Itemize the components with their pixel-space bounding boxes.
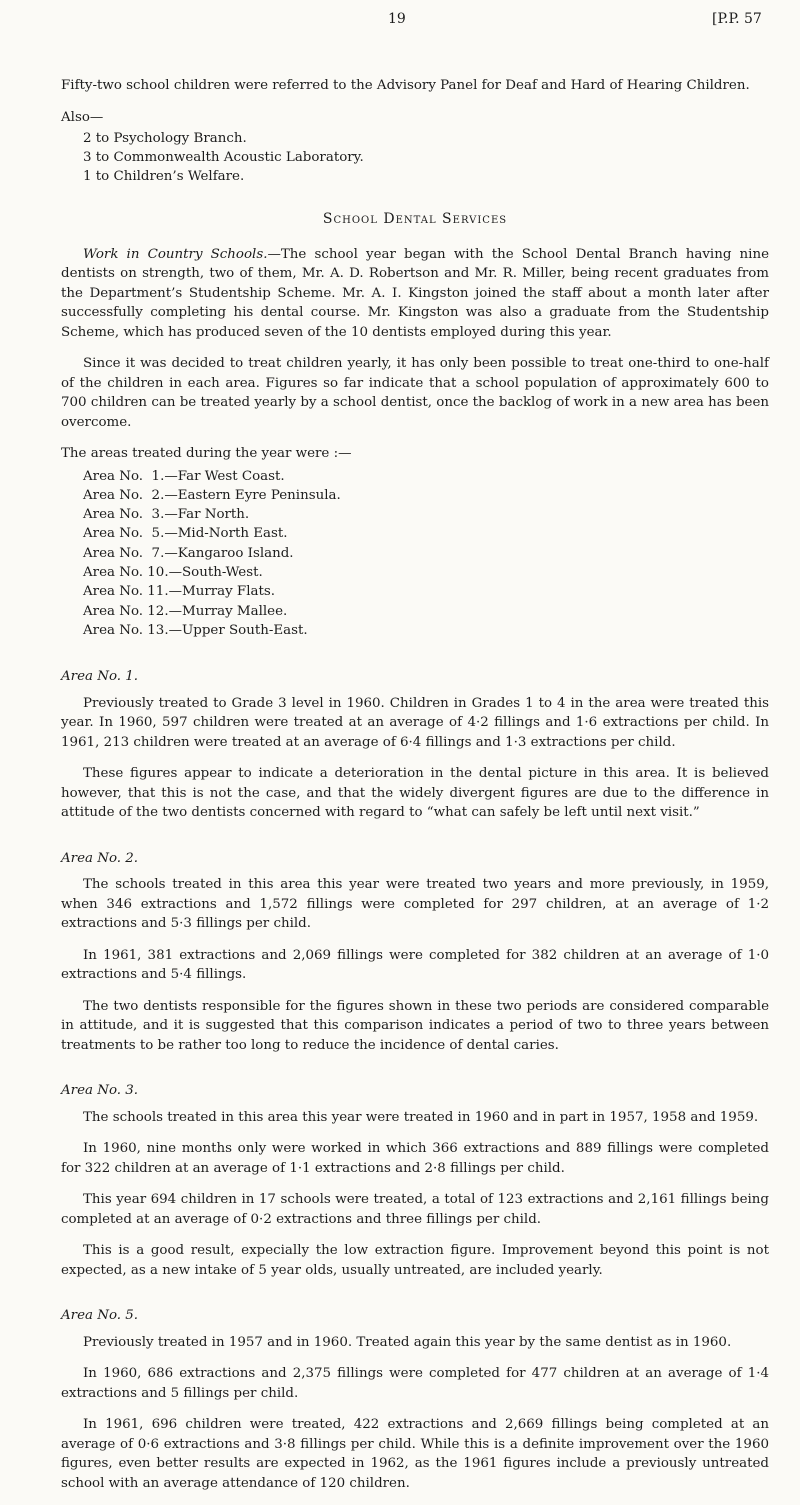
list-item: Area No. 5.—Mid-North East.: [83, 526, 288, 542]
paper-reference: [P.P. 57: [712, 11, 762, 27]
list-item: Area No. 1.—Far West Coast.: [83, 468, 285, 484]
areas-list: [83, 467, 769, 641]
area-paragraph: The two dentists responsible for the figures shown in these two periods are considered comparable in attitude, and it is suggested that this comparison indicates a period of two to three years between treatments to be rather too long to reduce the incidence of dental caries.: [61, 998, 769, 1053]
area-section: [61, 1306, 769, 1493]
area-heading: Area No. 2.: [61, 850, 139, 866]
area-paragraph: These figures appear to indicate a deterioration in the dental picture in this area. It is believed however, that this is not the case, and that the widely divergent figures are due to the difference in attitude of the two dentists concerned with regard to “what can safely be left until next visit.”: [61, 766, 769, 821]
area-paragraph: This is a good result, expecially the low extraction figure. Improvement beyond this point is not expected, as a new intake of 5 year olds, usually untreated, are included yearly.: [61, 1243, 769, 1278]
areas-intro: The areas treated during the year were :—: [61, 446, 352, 461]
page-header: [0, 6, 800, 30]
also-label: Also—: [61, 109, 104, 125]
list-item: 3 to Commonwealth Acoustic Laboratory.: [83, 150, 364, 165]
area-paragraph: The schools treated in this area this year were treated in 1960 and in part in 1957, 1958 and 1959.: [83, 1109, 759, 1125]
area-paragraph: Previously treated in 1957 and in 1960. Treated again this year by the same dentist as in 1960.: [83, 1334, 732, 1350]
area-paragraph: The schools treated in this area this year were treated two years and more previously, in 1959, when 346 extractions and 1,572 fillings were completed for 297 children, at an average of 1·2 extractions and 5·3 fillings per child.: [61, 877, 769, 932]
area-paragraph: Previously treated to Grade 3 level in 1960. Children in Grades 1 to 4 in the area were treated this year. In 1960, 597 children were treated at an average of 4·2 fillings and 1·6 extractions per child. In 1961, 213 children were treated at an average of 6·4 fillings and 1·3 extractions per child.: [61, 695, 769, 750]
area-paragraph: This year 694 children in 17 schools were treated, a total of 123 extractions and 2,161 fillings being completed at an average of 0·2 extractions and three fillings per child.: [61, 1192, 769, 1227]
list-item: Area No. 13.—Upper South-East.: [83, 622, 308, 638]
work-paragraph: [61, 245, 769, 343]
list-item: Area No. 2.—Eastern Eyre Peninsula.: [83, 487, 341, 503]
list-item: Area No. 3.—Far North.: [83, 507, 250, 523]
list-item: Area No. 7.—Kangaroo Island.: [83, 545, 294, 561]
list-item: Area No. 12.—Murray Mallee.: [83, 603, 288, 619]
section-heading: School Dental Services: [322, 211, 508, 227]
area-section: [61, 849, 769, 1056]
referral-paragraph: Fifty-two school children were referred to the Advisory Panel for Deaf and Hard of Hearing Children.: [61, 78, 750, 93]
area-paragraph: In 1961, 696 children were treated, 422 extractions and 2,669 fillings being completed at an average of 0·6 extractions and 3·8 fillings per child. While this is a definite improvement over the 1960 figures, even better results are expected in 1962, as the 1961 figures include a previously untreated school with an average attendance of 120 children.: [61, 1417, 769, 1491]
document-body: [61, 76, 769, 1505]
list-item: Area No. 10.—South-West.: [83, 564, 263, 580]
list-item: 2 to Psychology Branch.: [83, 131, 247, 146]
area-section: [61, 1081, 769, 1280]
work-lead: Work in Country Schools.: [83, 246, 268, 262]
list-item: Area No. 11.—Murray Flats.: [83, 584, 275, 600]
area-section: [61, 667, 769, 823]
area-paragraph: In 1961, 381 extractions and 2,069 fillings were completed for 382 children at an average of 1·0 extractions and 5·4 fillings.: [61, 947, 769, 983]
area-paragraph: In 1960, 686 extractions and 2,375 fillings were completed for 477 children at an average of 1·4 extractions and 5 fillings per child.: [61, 1366, 769, 1401]
area-heading: Area No. 3.: [61, 1083, 139, 1099]
yearly-paragraph: Since it was decided to treat children yearly, it has only been possible to treat one-third to one-half of the children in each area. Figures so far indicate that a school population of approximately 600 to 700 children can be treated yearly by a school dentist, once the backlog of work in a new area has been overcome.: [61, 356, 769, 430]
list-item: 1 to Children’s Welfare.: [83, 169, 245, 184]
page-number: 19: [388, 11, 406, 27]
area-heading: Area No. 5.: [61, 1308, 139, 1324]
area-heading: Area No. 1.: [61, 669, 139, 685]
work-text: —The school year began with the School Dental Branch having nine dentists on strength, two of them, Mr. A. D. Robertson and Mr. R. Miller, being recent graduates from the Department’s Studentship Scheme. Mr. A. I. Kingston joined the staff about a month later after successfully completing his dental course. Mr. Kingston was also a graduate from the Studentship Scheme, which has produced seven of the 10 dentists employed during this year.: [61, 246, 769, 340]
referral-list: [83, 129, 769, 186]
area-paragraph: In 1960, nine months only were worked in which 366 extractions and 889 fillings were completed for 322 children at an average of 1·1 extractions and 2·8 fillings per child.: [61, 1141, 769, 1176]
